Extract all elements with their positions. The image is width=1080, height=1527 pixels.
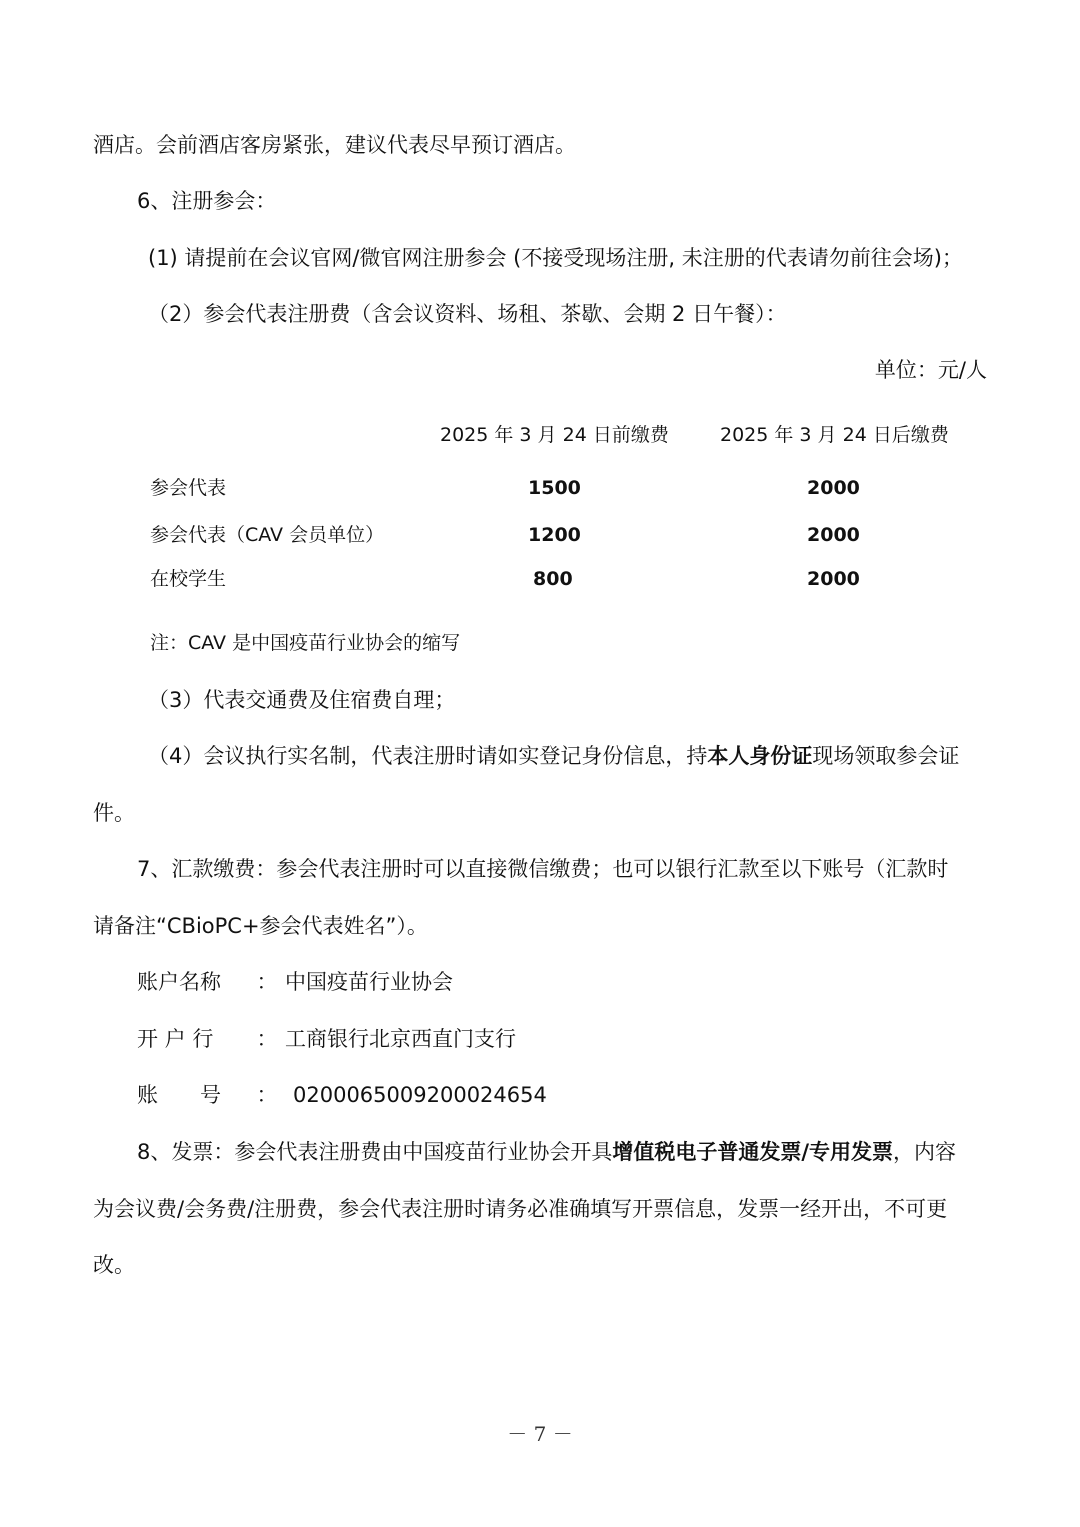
row-label: 参会代表 (150, 477, 227, 499)
fee-after: 2000 (807, 568, 860, 590)
section-8-line-2: 为会议费/会务费/注册费，参会代表注册时请务必准确填写开票信息，发票一经开出，不可更 (93, 1197, 948, 1221)
id-card-emphasis: 本人身份证 (707, 744, 813, 768)
hotel-paragraph: 酒店。会前酒店客房紧张，建议代表尽早预订酒店。 (93, 133, 576, 157)
colon: ： (256, 1083, 278, 1107)
table-note: 注：CAV 是中国疫苗行业协会的缩写 (150, 632, 461, 654)
section-6-item-2: （2）参会代表注册费（含会议资料、场租、茶歇、会期 2 日午餐）： (148, 302, 787, 326)
section-8-line-1 (137, 1137, 956, 1167)
bank-row (137, 1024, 516, 1054)
section-8-text-end: ，内容 (893, 1140, 957, 1164)
fee-before: 800 (533, 568, 573, 590)
fee-after: 2000 (807, 524, 860, 546)
invoice-type-emphasis: 增值税电子普通发票/专用发票 (612, 1140, 894, 1164)
fee-table (150, 420, 950, 594)
bank-value: 工商银行北京西直门支行 (285, 1027, 516, 1051)
item-4-text-end: 现场领取参会证 (812, 744, 960, 768)
fee-before: 1200 (528, 524, 581, 546)
table-row (150, 520, 950, 550)
section-7-line-2: 请备注“CBioPC+参会代表姓名”）。 (93, 914, 428, 938)
colon: ： (256, 970, 278, 994)
row-label: 参会代表（CAV 会员单位） (150, 524, 385, 546)
fee-before: 1500 (528, 477, 581, 499)
account-number-row (137, 1080, 547, 1110)
unit-label: 单位：元/人 (874, 358, 987, 382)
account-name-label: 账户名称 (137, 970, 221, 994)
item-4 (148, 741, 959, 771)
row-label: 在校学生 (150, 568, 227, 590)
item-4-continuation: 件。 (93, 801, 135, 825)
item-3: （3）代表交通费及住宿费自理； (148, 688, 456, 712)
table-row (150, 564, 950, 594)
fee-after: 2000 (807, 477, 860, 499)
section-7-line-1: 7、汇款缴费：参会代表注册时可以直接微信缴费；也可以银行汇款至以下账号（汇款时 (137, 857, 949, 881)
section-8-line-3: 改。 (93, 1253, 135, 1277)
bank-label: 开 户 行 (137, 1027, 214, 1051)
account-name-value: 中国疫苗行业协会 (285, 970, 453, 994)
col-before-header: 2025 年 3 月 24 日前缴费 (440, 424, 669, 446)
account-number-value: 0200065009200024654 (293, 1083, 547, 1107)
col-after-header: 2025 年 3 月 24 日后缴费 (720, 424, 949, 446)
colon: ： (256, 1027, 278, 1051)
section-6-item-1: (1) 请提前在会议官网/微官网注册参会 (不接受现场注册, 未注册的代表请勿前往会场)； (148, 246, 963, 270)
section-6-title: 6、注册参会： (137, 189, 277, 213)
section-8-text: 8、发票：参会代表注册费由中国疫苗行业协会开具 (137, 1140, 613, 1164)
account-name-row (137, 967, 453, 997)
account-number-label: 账 号 (137, 1083, 221, 1107)
item-4-text: （4）会议执行实名制，代表注册时请如实登记身份信息，持 (148, 744, 708, 768)
page-number: － 7 － (507, 1422, 573, 1446)
fee-table-header (150, 420, 950, 450)
table-row (150, 473, 950, 503)
